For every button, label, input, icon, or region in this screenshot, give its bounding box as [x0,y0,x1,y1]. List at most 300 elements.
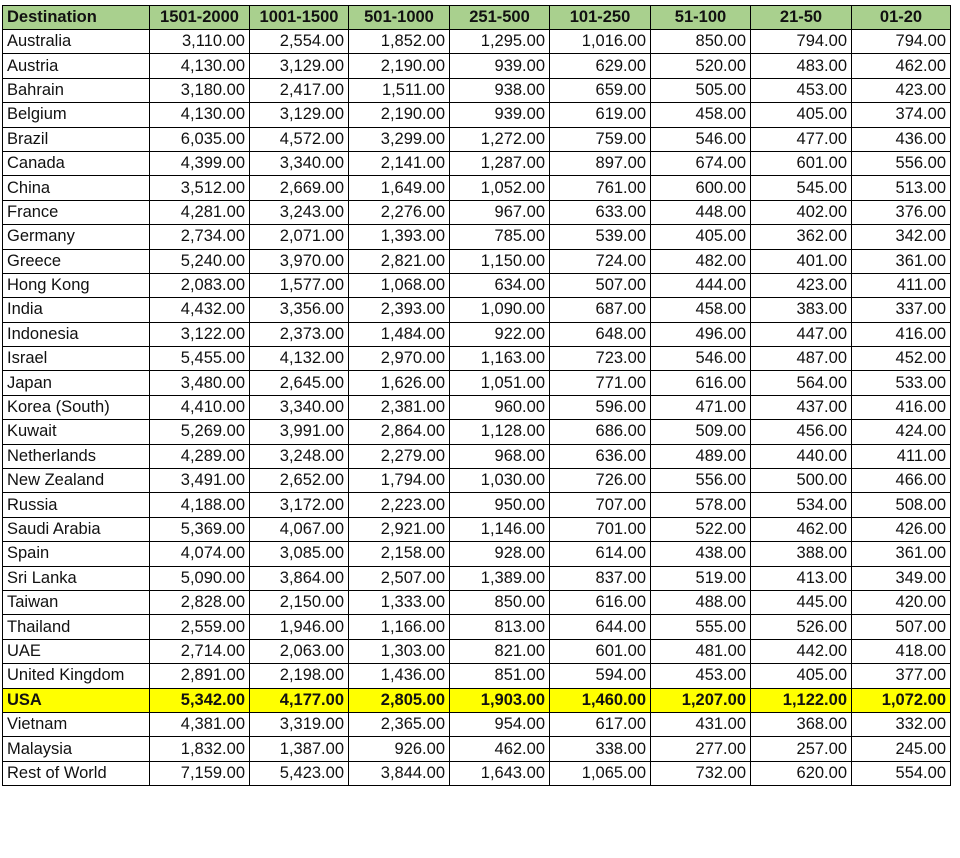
rate-cell: 2,365.00 [349,712,450,736]
rate-cell: 332.00 [852,712,951,736]
rate-cell: 4,572.00 [250,127,349,151]
destination-cell: United Kingdom [3,664,150,688]
rate-cell: 2,190.00 [349,103,450,127]
rate-table-container [2,5,951,786]
rate-cell: 4,177.00 [250,688,349,712]
rate-cell: 423.00 [751,273,852,297]
rate-cell: 687.00 [550,298,651,322]
rate-cell: 462.00 [751,517,852,541]
rate-cell: 411.00 [852,444,951,468]
rate-cell: 411.00 [852,273,951,297]
rate-cell: 1,303.00 [349,639,450,663]
rate-cell: 2,393.00 [349,298,450,322]
rate-cell: 496.00 [651,322,751,346]
rate-cell: 707.00 [550,493,651,517]
rate-cell: 3,340.00 [250,395,349,419]
rate-cell: 967.00 [450,200,550,224]
rate-cell: 601.00 [550,639,651,663]
rate-cell: 4,132.00 [250,347,349,371]
rate-cell: 4,281.00 [150,200,250,224]
destination-cell: UAE [3,639,150,663]
rate-cell: 442.00 [751,639,852,663]
column-header: 51-100 [651,6,751,30]
rate-cell: 629.00 [550,54,651,78]
rate-cell: 505.00 [651,78,751,102]
rate-cell: 1,051.00 [450,371,550,395]
rate-cell: 1,460.00 [550,688,651,712]
rate-cell: 4,399.00 [150,151,250,175]
rate-cell: 440.00 [751,444,852,468]
destination-cell: Russia [3,493,150,517]
rate-cell: 526.00 [751,615,852,639]
destination-cell: Thailand [3,615,150,639]
rate-cell: 897.00 [550,151,651,175]
rate-cell: 1,295.00 [450,30,550,54]
rate-cell: 436.00 [852,127,951,151]
rate-cell: 349.00 [852,566,951,590]
rate-cell: 2,417.00 [250,78,349,102]
rate-cell: 2,071.00 [250,225,349,249]
table-row [3,590,951,614]
rate-cell: 1,090.00 [450,298,550,322]
table-row [3,395,951,419]
rate-cell: 489.00 [651,444,751,468]
rate-cell: 546.00 [651,347,751,371]
rate-cell: 1,333.00 [349,590,450,614]
rate-cell: 507.00 [852,615,951,639]
rate-cell: 3,340.00 [250,151,349,175]
rate-cell: 4,067.00 [250,517,349,541]
rate-cell: 3,480.00 [150,371,250,395]
rate-cell: 377.00 [852,664,951,688]
rate-cell: 648.00 [550,322,651,346]
rate-cell: 1,068.00 [349,273,450,297]
rate-cell: 564.00 [751,371,852,395]
destination-cell: Sri Lanka [3,566,150,590]
rate-cell: 462.00 [450,737,550,761]
rate-cell: 3,085.00 [250,542,349,566]
rate-cell: 1,852.00 [349,30,450,54]
rate-cell: 7,159.00 [150,761,250,785]
rate-cell: 1,626.00 [349,371,450,395]
rate-cell: 1,150.00 [450,249,550,273]
rate-cell: 2,734.00 [150,225,250,249]
rate-cell: 3,172.00 [250,493,349,517]
rate-cell: 1,272.00 [450,127,550,151]
rate-cell: 257.00 [751,737,852,761]
destination-cell: New Zealand [3,469,150,493]
rate-cell: 794.00 [751,30,852,54]
rate-cell: 794.00 [852,30,951,54]
rate-cell: 1,903.00 [450,688,550,712]
column-header: 251-500 [450,6,550,30]
rate-cell: 614.00 [550,542,651,566]
destination-cell: Indonesia [3,322,150,346]
rate-cell: 616.00 [651,371,751,395]
rate-cell: 423.00 [852,78,951,102]
table-row [3,615,951,639]
rate-cell: 2,507.00 [349,566,450,590]
rate-cell: 3,991.00 [250,420,349,444]
table-row-highlighted [3,688,951,712]
destination-cell: USA [3,688,150,712]
rate-cell: 2,198.00 [250,664,349,688]
rate-cell: 2,279.00 [349,444,450,468]
destination-cell: Korea (South) [3,395,150,419]
rate-cell: 1,016.00 [550,30,651,54]
rate-cell: 533.00 [852,371,951,395]
table-row [3,78,951,102]
rate-cell: 545.00 [751,176,852,200]
rate-cell: 362.00 [751,225,852,249]
rate-cell: 3,491.00 [150,469,250,493]
table-row [3,469,951,493]
rate-cell: 383.00 [751,298,852,322]
rate-cell: 424.00 [852,420,951,444]
rate-cell: 447.00 [751,322,852,346]
rate-cell: 3,864.00 [250,566,349,590]
header-row [3,6,951,30]
rate-cell: 534.00 [751,493,852,517]
rate-cell: 477.00 [751,127,852,151]
rate-cell: 2,141.00 [349,151,450,175]
rate-cell: 2,381.00 [349,395,450,419]
rate-cell: 5,090.00 [150,566,250,590]
rate-cell: 954.00 [450,712,550,736]
rate-cell: 2,223.00 [349,493,450,517]
table-row [3,249,951,273]
rate-cell: 2,714.00 [150,639,250,663]
rate-cell: 928.00 [450,542,550,566]
rate-cell: 555.00 [651,615,751,639]
column-header: 21-50 [751,6,852,30]
rate-cell: 418.00 [852,639,951,663]
rate-cell: 361.00 [852,249,951,273]
rate-cell: 416.00 [852,322,951,346]
destination-cell: China [3,176,150,200]
rate-cell: 413.00 [751,566,852,590]
rate-cell: 445.00 [751,590,852,614]
rate-cell: 3,180.00 [150,78,250,102]
rate-cell: 620.00 [751,761,852,785]
table-row [3,420,951,444]
rate-cell: 277.00 [651,737,751,761]
rate-cell: 507.00 [550,273,651,297]
column-header: 01-20 [852,6,951,30]
column-header: 101-250 [550,6,651,30]
destination-cell: Australia [3,30,150,54]
table-row [3,517,951,541]
rate-cell: 813.00 [450,615,550,639]
rate-cell: 2,554.00 [250,30,349,54]
rate-cell: 361.00 [852,542,951,566]
rate-cell: 448.00 [651,200,751,224]
rate-cell: 5,240.00 [150,249,250,273]
column-header-destination: Destination [3,6,150,30]
rate-cell: 520.00 [651,54,751,78]
destination-cell: Canada [3,151,150,175]
column-header: 501-1000 [349,6,450,30]
rate-cell: 2,190.00 [349,54,450,78]
destination-cell: Greece [3,249,150,273]
rate-cell: 1,794.00 [349,469,450,493]
table-row [3,347,951,371]
rate-cell: 4,188.00 [150,493,250,517]
column-header: 1001-1500 [250,6,349,30]
rate-table [2,5,951,786]
rate-cell: 471.00 [651,395,751,419]
rate-cell: 405.00 [751,664,852,688]
destination-cell: Rest of World [3,761,150,785]
table-row [3,322,951,346]
rate-cell: 644.00 [550,615,651,639]
rate-cell: 1,065.00 [550,761,651,785]
rate-cell: 3,299.00 [349,127,450,151]
table-row [3,639,951,663]
rate-cell: 401.00 [751,249,852,273]
rate-cell: 3,129.00 [250,54,349,78]
rate-cell: 2,805.00 [349,688,450,712]
rate-cell: 1,393.00 [349,225,450,249]
rate-cell: 938.00 [450,78,550,102]
rate-cell: 5,369.00 [150,517,250,541]
rate-cell: 444.00 [651,273,751,297]
rate-cell: 3,110.00 [150,30,250,54]
rate-cell: 3,844.00 [349,761,450,785]
rate-cell: 1,511.00 [349,78,450,102]
rate-cell: 785.00 [450,225,550,249]
rate-cell: 1,577.00 [250,273,349,297]
rate-cell: 458.00 [651,103,751,127]
rate-cell: 2,150.00 [250,590,349,614]
rate-cell: 1,122.00 [751,688,852,712]
destination-cell: Austria [3,54,150,78]
rate-cell: 926.00 [349,737,450,761]
rate-cell: 724.00 [550,249,651,273]
rate-cell: 5,423.00 [250,761,349,785]
rate-cell: 488.00 [651,590,751,614]
rate-cell: 376.00 [852,200,951,224]
table-row [3,176,951,200]
rate-cell: 850.00 [450,590,550,614]
rate-cell: 3,129.00 [250,103,349,127]
table-row [3,566,951,590]
rate-cell: 634.00 [450,273,550,297]
destination-cell: Malaysia [3,737,150,761]
rate-cell: 2,373.00 [250,322,349,346]
rate-cell: 701.00 [550,517,651,541]
rate-cell: 851.00 [450,664,550,688]
table-body [3,30,951,786]
rate-cell: 4,432.00 [150,298,250,322]
rate-cell: 761.00 [550,176,651,200]
table-row [3,298,951,322]
table-row [3,493,951,517]
rate-cell: 342.00 [852,225,951,249]
rate-cell: 556.00 [651,469,751,493]
rate-cell: 405.00 [651,225,751,249]
destination-cell: Hong Kong [3,273,150,297]
rate-cell: 374.00 [852,103,951,127]
rate-cell: 519.00 [651,566,751,590]
rate-cell: 2,669.00 [250,176,349,200]
table-row [3,664,951,688]
rate-cell: 337.00 [852,298,951,322]
rate-cell: 4,074.00 [150,542,250,566]
rate-cell: 2,891.00 [150,664,250,688]
rate-cell: 522.00 [651,517,751,541]
rate-cell: 2,559.00 [150,615,250,639]
rate-cell: 968.00 [450,444,550,468]
rate-cell: 556.00 [852,151,951,175]
table-row [3,151,951,175]
rate-cell: 619.00 [550,103,651,127]
rate-cell: 1,832.00 [150,737,250,761]
destination-cell: Saudi Arabia [3,517,150,541]
table-row [3,273,951,297]
rate-cell: 338.00 [550,737,651,761]
destination-cell: Belgium [3,103,150,127]
table-row [3,761,951,785]
rate-cell: 2,276.00 [349,200,450,224]
rate-cell: 759.00 [550,127,651,151]
rate-cell: 482.00 [651,249,751,273]
rate-cell: 596.00 [550,395,651,419]
rate-cell: 453.00 [751,78,852,102]
destination-cell: Taiwan [3,590,150,614]
rate-cell: 513.00 [852,176,951,200]
rate-cell: 3,122.00 [150,322,250,346]
rate-cell: 437.00 [751,395,852,419]
rate-cell: 723.00 [550,347,651,371]
rate-cell: 686.00 [550,420,651,444]
rate-cell: 546.00 [651,127,751,151]
rate-cell: 2,864.00 [349,420,450,444]
rate-cell: 771.00 [550,371,651,395]
rate-cell: 594.00 [550,664,651,688]
rate-cell: 402.00 [751,200,852,224]
rate-cell: 462.00 [852,54,951,78]
rate-cell: 508.00 [852,493,951,517]
table-row [3,103,951,127]
rate-cell: 3,970.00 [250,249,349,273]
rate-cell: 5,342.00 [150,688,250,712]
rate-cell: 837.00 [550,566,651,590]
rate-cell: 2,652.00 [250,469,349,493]
rate-cell: 5,269.00 [150,420,250,444]
rate-cell: 1,030.00 [450,469,550,493]
destination-cell: Spain [3,542,150,566]
destination-cell: Brazil [3,127,150,151]
rate-cell: 1,128.00 [450,420,550,444]
rate-cell: 3,243.00 [250,200,349,224]
rate-cell: 2,083.00 [150,273,250,297]
rate-cell: 245.00 [852,737,951,761]
rate-cell: 438.00 [651,542,751,566]
rate-cell: 1,163.00 [450,347,550,371]
table-row [3,371,951,395]
destination-cell: Israel [3,347,150,371]
rate-cell: 821.00 [450,639,550,663]
rate-cell: 1,643.00 [450,761,550,785]
rate-cell: 1,052.00 [450,176,550,200]
rate-cell: 3,512.00 [150,176,250,200]
rate-cell: 1,072.00 [852,688,951,712]
rate-cell: 600.00 [651,176,751,200]
table-row [3,542,951,566]
table-row [3,30,951,54]
rate-cell: 601.00 [751,151,852,175]
rate-cell: 2,158.00 [349,542,450,566]
rate-cell: 674.00 [651,151,751,175]
rate-cell: 950.00 [450,493,550,517]
rate-cell: 539.00 [550,225,651,249]
destination-cell: France [3,200,150,224]
rate-cell: 1,387.00 [250,737,349,761]
column-header: 1501-2000 [150,6,250,30]
rate-cell: 453.00 [651,664,751,688]
rate-cell: 732.00 [651,761,751,785]
rate-cell: 1,287.00 [450,151,550,175]
rate-cell: 726.00 [550,469,651,493]
rate-cell: 3,356.00 [250,298,349,322]
rate-cell: 405.00 [751,103,852,127]
table-row [3,737,951,761]
rate-cell: 426.00 [852,517,951,541]
rate-cell: 466.00 [852,469,951,493]
rate-cell: 1,166.00 [349,615,450,639]
rate-cell: 960.00 [450,395,550,419]
rate-cell: 420.00 [852,590,951,614]
rate-cell: 617.00 [550,712,651,736]
table-row [3,225,951,249]
rate-cell: 2,821.00 [349,249,450,273]
rate-cell: 922.00 [450,322,550,346]
rate-cell: 633.00 [550,200,651,224]
rate-cell: 5,455.00 [150,347,250,371]
rate-cell: 939.00 [450,103,550,127]
rate-cell: 368.00 [751,712,852,736]
table-row [3,200,951,224]
table-row [3,54,951,78]
rate-cell: 554.00 [852,761,951,785]
rate-cell: 636.00 [550,444,651,468]
rate-cell: 1,946.00 [250,615,349,639]
rate-cell: 1,389.00 [450,566,550,590]
rate-cell: 1,436.00 [349,664,450,688]
destination-cell: Bahrain [3,78,150,102]
table-row [3,444,951,468]
rate-cell: 1,207.00 [651,688,751,712]
destination-cell: Vietnam [3,712,150,736]
rate-cell: 509.00 [651,420,751,444]
rate-cell: 3,248.00 [250,444,349,468]
rate-cell: 452.00 [852,347,951,371]
rate-cell: 2,921.00 [349,517,450,541]
rate-cell: 1,484.00 [349,322,450,346]
rate-cell: 850.00 [651,30,751,54]
rate-cell: 487.00 [751,347,852,371]
rate-cell: 4,289.00 [150,444,250,468]
destination-cell: Netherlands [3,444,150,468]
rate-cell: 456.00 [751,420,852,444]
rate-cell: 2,063.00 [250,639,349,663]
table-row [3,712,951,736]
destination-cell: India [3,298,150,322]
rate-cell: 616.00 [550,590,651,614]
rate-cell: 416.00 [852,395,951,419]
rate-cell: 1,649.00 [349,176,450,200]
